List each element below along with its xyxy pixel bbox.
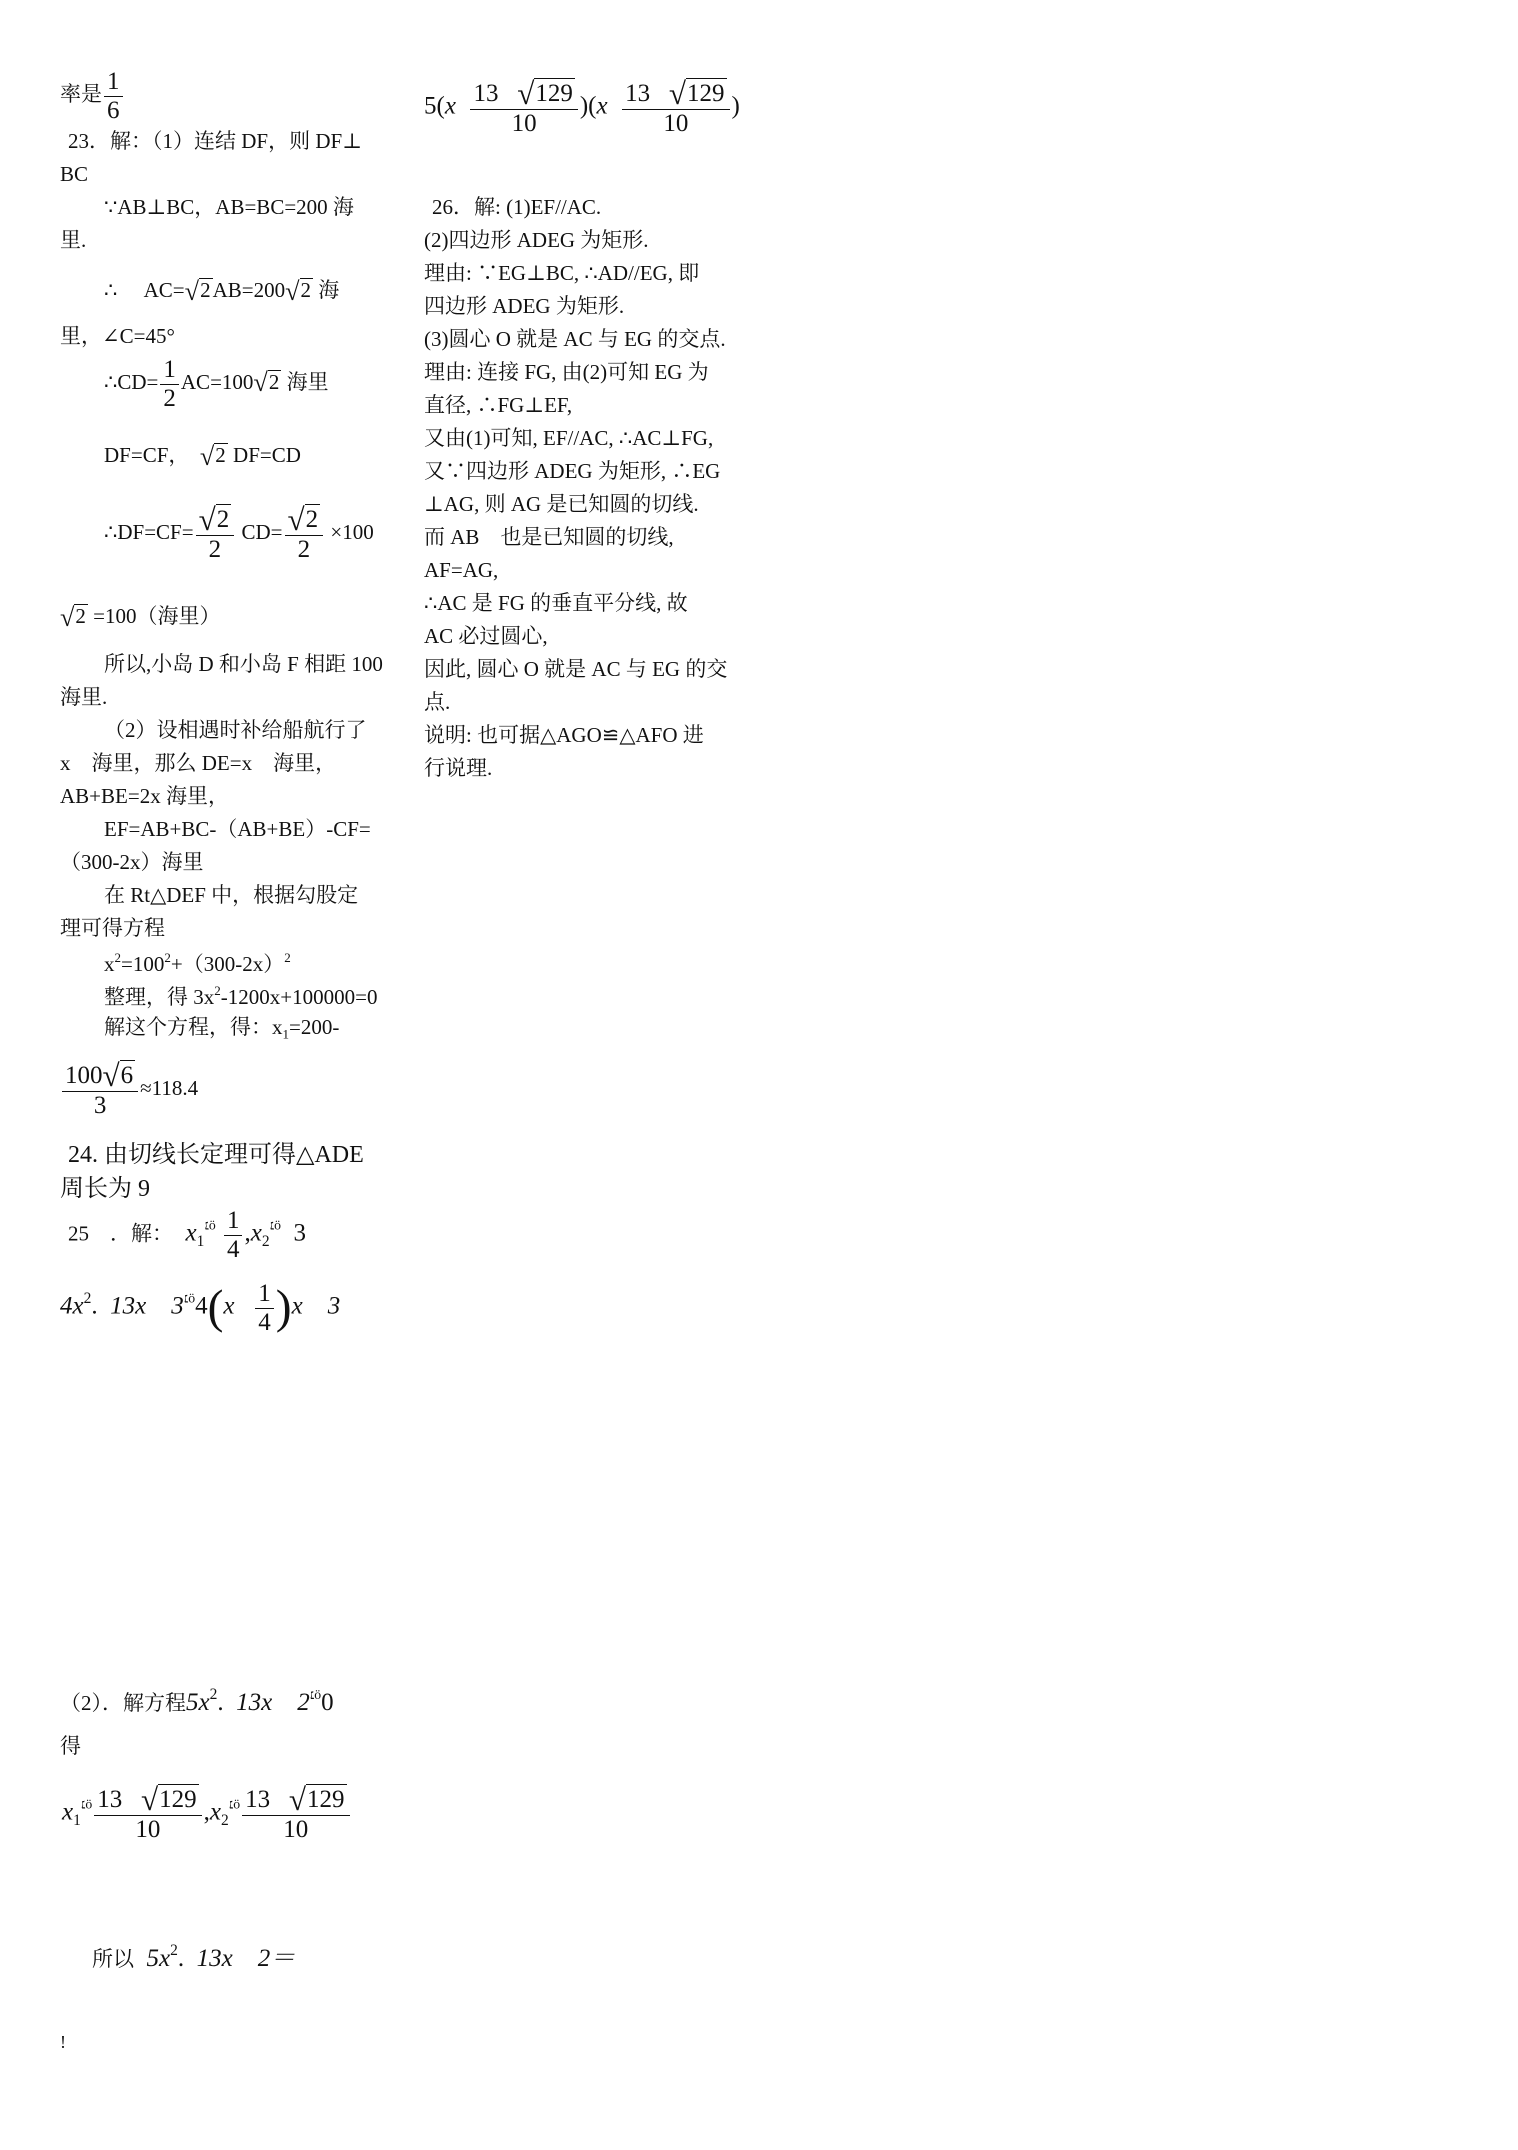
text: 率是 <box>60 81 102 106</box>
text-line: 行说理. <box>424 756 493 780</box>
paren-close: ) <box>275 1281 292 1334</box>
fraction <box>470 78 577 138</box>
text-line: ∵AB⊥BC，AB=BC=200 海 <box>104 195 354 219</box>
equals-glyph: ׆ö <box>80 1796 93 1812</box>
fraction <box>196 504 235 564</box>
text-line: 直径, ∴FG⊥EF, <box>424 393 573 417</box>
numerator <box>622 78 729 110</box>
text: 所以 <box>92 1946 134 1971</box>
text: 5x <box>146 1944 171 1972</box>
text-line: 理可得方程 <box>60 916 165 940</box>
radicand: 2 <box>75 604 86 628</box>
denominator: 10 <box>511 110 537 138</box>
equals-glyph: ׆ö <box>183 1290 196 1306</box>
text: AB=200 <box>212 278 286 302</box>
text: +（300-2x） <box>170 952 285 977</box>
sqrt-symbol: √2 <box>199 441 226 471</box>
numerator: 1 <box>104 68 123 97</box>
variable: x <box>444 92 456 120</box>
variable: x <box>250 1219 262 1247</box>
fraction <box>255 1280 274 1336</box>
superscript: 2 <box>83 1289 92 1307</box>
text-line: 理由: ∵EG⊥BC, ∴AD//EG, 即 <box>424 261 700 285</box>
line-cd <box>104 356 329 412</box>
radicand: 2 <box>215 443 226 467</box>
text: 13x 2 <box>236 1688 310 1716</box>
subscript: 1 <box>282 1026 290 1042</box>
text: 5( <box>424 92 445 120</box>
variable: x <box>185 1219 197 1247</box>
text-line: （300-2x）海里 <box>60 850 204 874</box>
radicand: 129 <box>535 80 573 107</box>
comma: , <box>244 1219 251 1247</box>
radicand: 2 <box>268 369 280 394</box>
text: ×100 <box>330 519 374 544</box>
fraction <box>224 1207 243 1263</box>
text: （2）．解方程 <box>60 1690 186 1715</box>
text-line: 四边形 ADEG 为矩形. <box>424 294 625 318</box>
denominator: 2 <box>163 384 176 412</box>
text: 海 <box>318 278 340 302</box>
denominator: 10 <box>663 110 689 138</box>
line-simplify <box>104 984 377 1008</box>
fraction <box>94 1784 201 1844</box>
comma: , <box>203 1798 210 1826</box>
text: 3 <box>293 1219 306 1247</box>
text: 0 <box>321 1688 334 1716</box>
text: 海里 <box>286 369 329 394</box>
q25-conclusion: 所以 $5x^2$. 13x 2＝ <box>92 1942 296 1972</box>
numerator <box>196 504 235 536</box>
text: 13 <box>245 1786 271 1813</box>
q24-line: 24. 由切线长定理可得△ADE <box>68 1142 364 1168</box>
text: DF=CD <box>233 443 301 467</box>
q25-roots <box>68 1207 306 1263</box>
superscript: 2 <box>284 950 291 965</box>
text: =100 <box>121 952 165 977</box>
sqrt-symbol: √2 <box>60 602 86 632</box>
radicand: 129 <box>159 1786 197 1813</box>
text: 解这个方程，得：x <box>104 1015 283 1039</box>
text: 13 <box>473 80 499 107</box>
variable: x <box>223 1292 235 1320</box>
sqrt-symbol: √129 <box>140 1782 197 1818</box>
superscript: 2 <box>209 1686 218 1703</box>
line-hundred <box>60 604 221 631</box>
denominator: 10 <box>283 1816 309 1844</box>
sqrt-symbol: √129 <box>288 1782 345 1818</box>
radicand: 2 <box>200 278 211 302</box>
sqrt-symbol: √2 <box>287 502 319 538</box>
numerator: 1 <box>160 356 179 385</box>
text: 整理，得 3x <box>104 985 215 1010</box>
numerator <box>62 1060 138 1092</box>
text-line: 里. <box>60 228 87 252</box>
denominator: 2 <box>208 536 222 564</box>
variable: x <box>596 92 608 120</box>
sqrt-symbol: √2 <box>184 276 211 306</box>
q25-roots-2 <box>62 1784 352 1844</box>
sqrt-symbol: √2 <box>198 502 230 538</box>
stray-mark: ! <box>60 2032 66 2052</box>
text: =100（海里） <box>93 604 221 628</box>
fraction <box>285 504 324 564</box>
line-approx <box>60 1060 198 1120</box>
text-line: EF=AB+BC-（AB+BE）-CF= <box>104 817 371 841</box>
sqrt-symbol: √2 <box>285 276 311 306</box>
denominator: 6 <box>107 96 120 124</box>
text: AC=100 <box>180 369 254 394</box>
q25-factorized-result: 5(x $\frac{13 √129}{10}$ )(x $\frac{13 √129}{10}$ ) <box>424 76 740 138</box>
text: DF=CF， <box>104 443 190 467</box>
text: 25 ．解： <box>68 1221 173 1246</box>
text: x 3 <box>291 1292 341 1320</box>
text: 13x 3 <box>110 1292 184 1320</box>
text: ) <box>731 92 740 120</box>
fraction <box>160 356 179 412</box>
text-line: 里，∠C=45° <box>60 324 175 348</box>
text-line: （2）设相遇时补给船航行了 <box>104 718 367 742</box>
text: 5x <box>186 1688 210 1716</box>
q25-factor: $4x^2$. 13x $3^{׆ö}4(x$ $\frac{1}{4}$ )x 3 <box>60 1280 341 1336</box>
sqrt-symbol: √129 <box>517 76 573 112</box>
superscript: 2 <box>214 983 221 998</box>
fraction <box>104 68 123 124</box>
subscript: 2 <box>220 1812 229 1830</box>
radicand: 2 <box>300 278 311 302</box>
text-line: 又由(1)可知, EF//AC, ∴AC⊥FG, <box>424 426 714 450</box>
text-line: ⊥AG, 则 AG 是已知圆的切线. <box>424 492 699 516</box>
text-line: 点. <box>424 690 451 714</box>
sqrt-symbol: √2 <box>253 368 280 398</box>
text-line: BC <box>60 162 89 186</box>
subscript: 2 <box>261 1233 270 1251</box>
superscript: 2 <box>170 1942 178 1959</box>
text-line: AF=AG, <box>424 558 499 582</box>
text-line: ∴AC 是 FG 的垂直平分线, 故 <box>424 591 688 615</box>
text: ∴DF=CF= <box>104 519 194 544</box>
denominator: 4 <box>258 1308 271 1336</box>
text: 13 <box>625 80 651 107</box>
numerator <box>285 504 324 536</box>
variable: x <box>209 1798 221 1826</box>
q23-heading: 23．解：（1）连结 DF，则 DF⊥ <box>68 129 362 153</box>
text-line: 说明: 也可据△AGO≌△AFO 进 <box>424 723 704 747</box>
text-line: 得 <box>60 1734 81 1758</box>
radicand: 2 <box>216 506 230 533</box>
text-line: 在 Rt△DEF 中，根据勾股定 <box>104 883 359 907</box>
numerator: 1 <box>224 1207 243 1236</box>
equals-glyph: ׆ö <box>269 1217 281 1233</box>
radicand: 129 <box>687 80 725 107</box>
text: x <box>104 952 115 977</box>
numerator <box>94 1784 201 1816</box>
superscript: 2 <box>164 950 171 965</box>
text-line: (2)四边形 ADEG 为矩形. <box>424 228 649 252</box>
text-line: 因此, 圆心 O 就是 AC 与 EG 的交 <box>424 657 728 681</box>
subscript: 1 <box>73 1812 81 1830</box>
fraction <box>622 78 729 138</box>
line-ac <box>104 278 339 305</box>
line-rate <box>60 68 125 124</box>
line-solve <box>104 1017 339 1041</box>
text-line: 而 AB 也是已知圆的切线, <box>424 525 674 549</box>
text: CD= <box>241 519 283 544</box>
radicand: 6 <box>120 1062 134 1089</box>
denominator: 3 <box>93 1092 107 1120</box>
text: ∴CD= <box>104 369 159 394</box>
line-df-equals <box>104 504 374 564</box>
text-line: AC 必过圆心, <box>424 624 548 648</box>
denominator: 4 <box>226 1235 240 1263</box>
text: 4x <box>60 1292 84 1320</box>
denominator: 10 <box>135 1816 161 1844</box>
numerator <box>242 1784 349 1816</box>
therefore-symbol: ∴ <box>104 278 118 302</box>
text: =200- <box>289 1015 340 1039</box>
text: ≈118.4 <box>140 1075 199 1100</box>
fraction <box>62 1060 138 1120</box>
text-line: 所以,小岛 D 和小岛 F 相距 100 <box>104 652 383 676</box>
equals-glyph: ׆ö <box>309 1686 322 1702</box>
text-line: 又∵四边形 ADEG 为矩形, ∴EG <box>424 459 721 483</box>
denominator: 2 <box>297 536 311 564</box>
equals-glyph: ׆ö <box>204 1217 216 1233</box>
sqrt-symbol: √6 <box>102 1058 134 1094</box>
radicand: 129 <box>307 1786 345 1813</box>
text-line: 海里. <box>60 685 108 709</box>
q25-part2: （2）．解方程$5x^2$. 13x $2^{׆ö}0$ <box>60 1686 334 1716</box>
superscript: 2 <box>114 950 122 965</box>
subscript: 1 <box>196 1233 205 1251</box>
text: 13 <box>97 1786 123 1813</box>
text: 100 <box>65 1062 103 1089</box>
text-line: x 海里，那么 DE=x 海里， <box>60 751 337 775</box>
radicand: 2 <box>305 506 319 533</box>
numerator: 1 <box>255 1280 274 1309</box>
text: 4 <box>195 1292 208 1320</box>
line-df-cf <box>104 443 301 470</box>
text: -1200x+100000=0 <box>220 985 378 1010</box>
text: 13x 2＝ <box>196 1944 296 1972</box>
numerator <box>470 78 577 110</box>
fraction <box>242 1784 349 1844</box>
text-line: AB+BE=2x 海里， <box>60 784 229 808</box>
text-line: 理由: 连接 FG, 由(2)可知 EG 为 <box>424 360 709 384</box>
paren-open: ( <box>207 1281 224 1334</box>
text: AC= <box>143 278 185 302</box>
sqrt-symbol: √129 <box>668 76 725 112</box>
equals-glyph: ׆ö <box>228 1796 241 1812</box>
variable: x <box>62 1798 74 1826</box>
text-line: 周长为 9 <box>60 1176 150 1202</box>
line-equation <box>104 951 291 975</box>
text-line: (3)圆心 O 就是 AC 与 EG 的交点. <box>424 327 726 351</box>
q26-heading: 26．解: (1)EF//AC. <box>432 195 602 219</box>
